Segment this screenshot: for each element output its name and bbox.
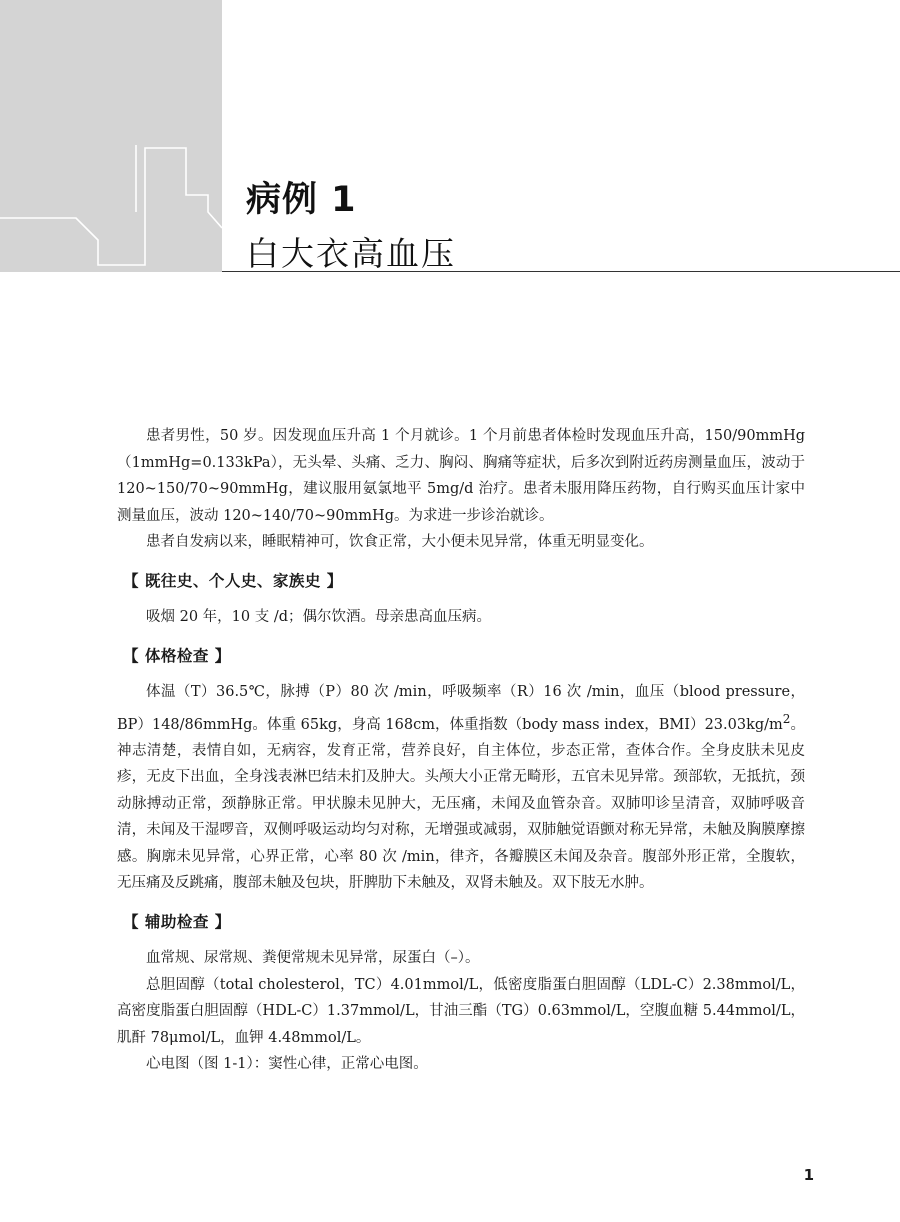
case-number: 病例 1	[246, 180, 357, 220]
header-line-ornament	[0, 0, 222, 272]
auxiliary-paragraph-3: 心电图（图 1-1）：窦性心律，正常心电图。	[146, 1056, 428, 1073]
section-heading-auxiliary-exam: 【 辅助检查 】	[123, 912, 231, 931]
title-divider	[222, 271, 900, 272]
intro-paragraph-2: 患者自发病以来，睡眠精神可，饮食正常，大小便未见异常，体重无明显变化。	[146, 534, 654, 550]
physical-exam-text-part-1: 体温（T）36.5℃，脉搏（P）80 次 /min，呼吸频率（R）16 次 /min，血压（blood pressure，BP）148/86mmHg。体重 65kg，身高 168cm，体重指数（body mass index，BMI）23.03kg/m	[117, 684, 805, 733]
section-heading-history: 【 既往史、个人史、家族史 】	[123, 571, 343, 590]
history-paragraph: 吸烟 20 年，10 支 /d；偶尔饮酒。母亲患高血压病。	[146, 609, 492, 625]
case-title: 白大衣高血压	[246, 234, 456, 273]
superscript: 2	[782, 711, 791, 726]
auxiliary-paragraph-2: 总胆固醇（total cholesterol，TC）4.01mmol/L，低密度脂蛋白胆固醇（LDL-C）2.38mmol/L，高密度脂蛋白胆固醇（HDL-C）1.37mmol/L，甘油三酯（TG）0.63mmol/L，空腹血糖 5.44mmol/L，肌酐 78μmol/L，血钾 4.48mmol/L。	[117, 976, 805, 1046]
physical-exam-paragraph	[117, 679, 805, 897]
auxiliary-paragraph-1: 血常规、尿常规、粪便常规未见异常，尿蛋白（–）。	[146, 950, 480, 967]
page-number: 1	[803, 1166, 814, 1184]
section-heading-physical-exam: 【 体格检查 】	[123, 646, 231, 665]
physical-exam-text-part-2: 。神志清楚，表情自如，无病容，发育正常，营养良好，自主体位，步态正常，查体合作。全身皮肤未见皮疹，无皮下出血，全身浅表淋巴结未扪及肿大。头颅大小正常无畸形，五官未见异常。颈部软，无抵抗，颈动脉搏动正常，颈静脉正常。甲状腺未见肿大，无压痛，未闻及血管杂音。双肺叩诊呈清音，双肺呼吸音清，未闻及干湿啰音，双侧呼吸运动均匀对称，无增强或减弱，双肺触觉语颤对称无异常，未触及胸膜摩擦感。胸廓未见异常，心界正常，心率 80 次 /min，律齐，各瓣膜区未闻及杂音。腹部外形正常，全腹软，无压痛及反跳痛，腹部未触及包块，肝脾肋下未触及，双肾未触及。双下肢无水肿。	[117, 716, 805, 892]
main-content	[117, 423, 805, 1078]
intro-paragraph-1: 患者男性，50 岁。因发现血压升高 1 个月就诊。1 个月前患者体检时发现血压升高，150/90mmHg（1mmHg=0.133kPa），无头晕、头痛、乏力、胸闷、胸痛等症状，后多次到附近药房测量血压，波动于 120~150/70~90mmHg，建议服用氨氯地平 5mg/d 治疗。患者未服用降压药物，自行购买血压计家中测量血压，波动 120~140/70~90mmHg。为求进一步诊治就诊。	[117, 428, 805, 524]
